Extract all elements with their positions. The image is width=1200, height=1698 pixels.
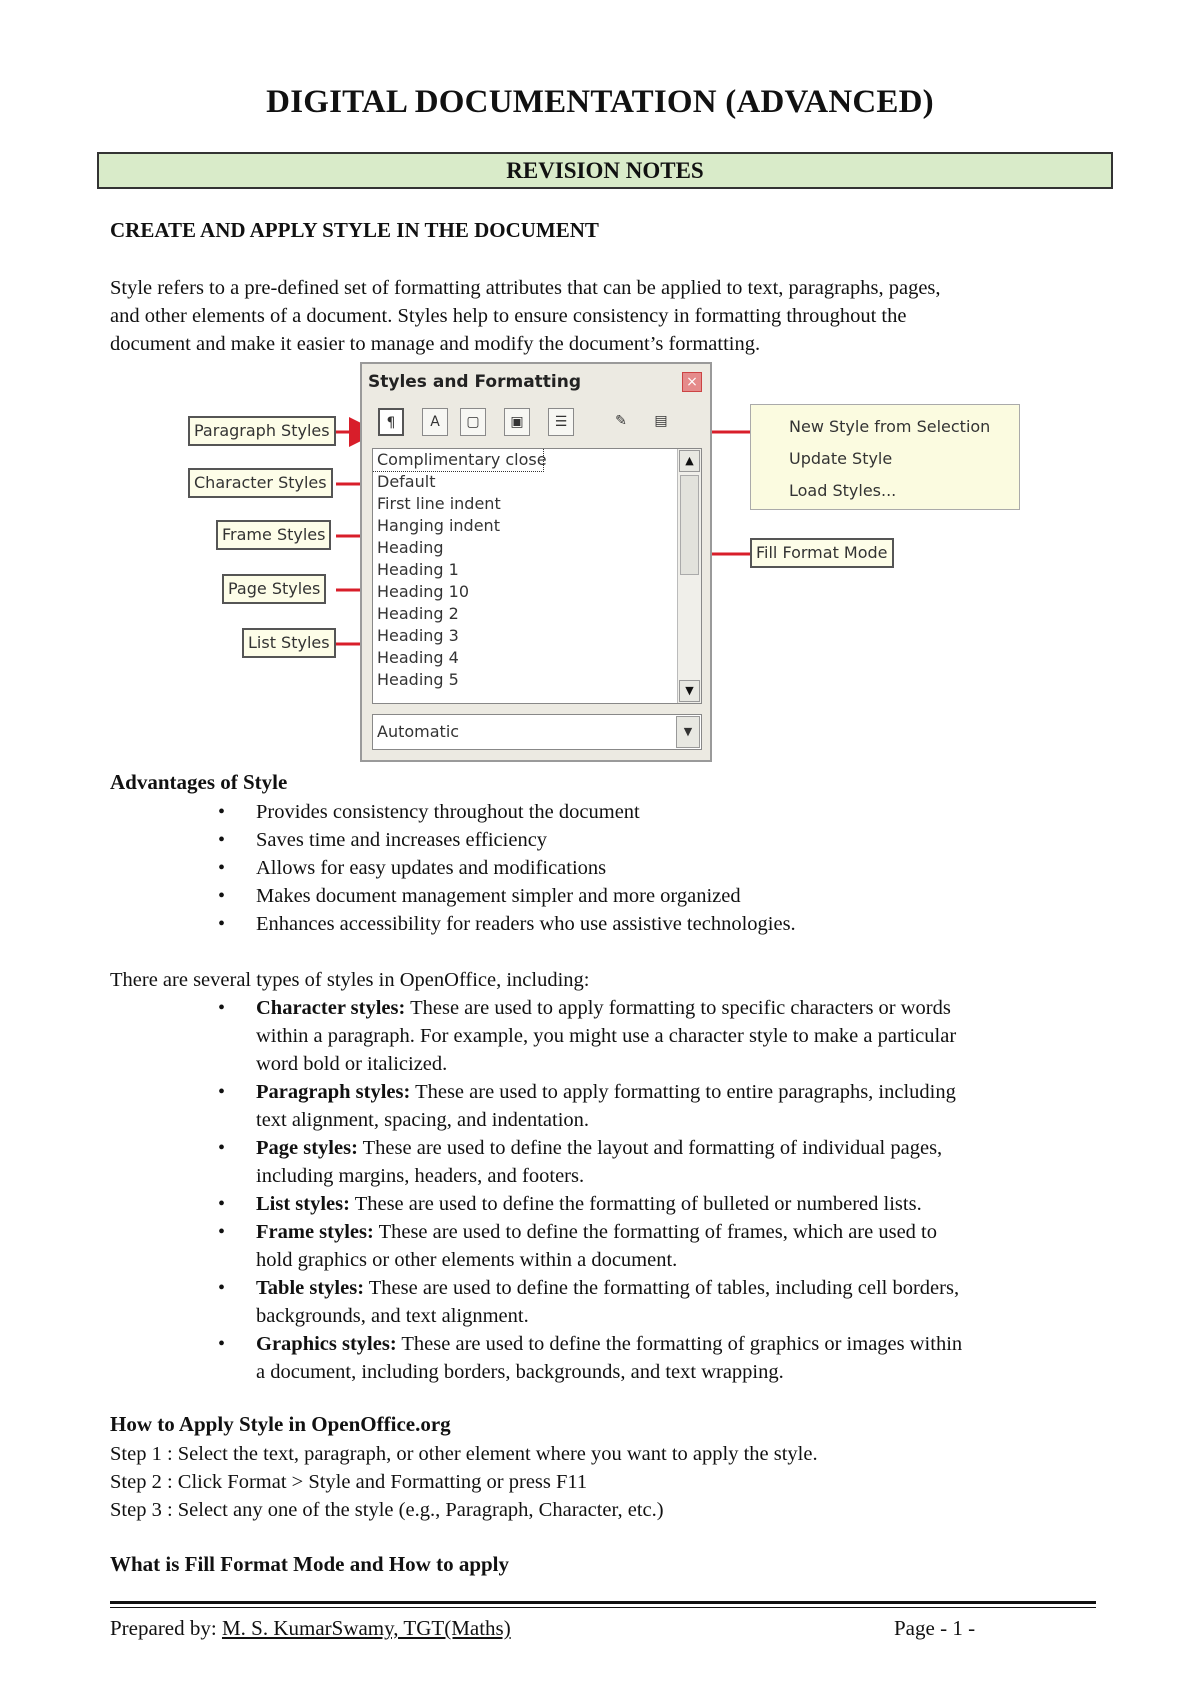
- advantages-list: [218, 798, 1098, 938]
- style-filter-value: Automatic: [377, 722, 460, 741]
- revision-notes-banner: REVISION NOTES: [97, 152, 1113, 189]
- term: Graphics styles:: [256, 1333, 397, 1355]
- list-item: • Graphics styles: These are used to define the formatting of graphics or images within a document, including borders, backgrounds, and text wrapping.: [218, 1330, 1098, 1386]
- step-2: Step 2 : Click Format > Style and Formatting or press F11: [110, 1471, 588, 1493]
- footer-prepared-by: Prepared by: M. S. KumarSwamy, TGT(Maths): [110, 1616, 511, 1640]
- frame-styles-button[interactable]: ▢: [460, 408, 486, 436]
- section-heading-create-style: CREATE AND APPLY STYLE IN THE DOCUMENT: [110, 218, 599, 242]
- scrollbar-thumb[interactable]: [680, 475, 699, 575]
- menu-item-update-style[interactable]: Update Style: [789, 449, 893, 468]
- term: Frame styles:: [256, 1221, 374, 1243]
- chevron-up-icon[interactable]: ▲: [679, 450, 700, 472]
- fill-format-mode-icon[interactable]: ✎: [615, 413, 627, 429]
- list-item[interactable]: Heading 4: [377, 648, 459, 667]
- document-title: DIGITAL DOCUMENTATION (ADVANCED): [266, 84, 934, 120]
- step-3: Step 3 : Select any one of the style (e.g., Paragraph, Character, etc.): [110, 1499, 664, 1521]
- intro-paragraph: [110, 274, 1110, 358]
- new-style-menu-icon[interactable]: ▤: [654, 413, 668, 429]
- list-item[interactable]: Heading 2: [377, 604, 459, 623]
- list-item[interactable]: Heading: [377, 538, 444, 557]
- label-frame-styles: Frame Styles: [216, 520, 331, 550]
- style-types-list: [218, 994, 1098, 1386]
- list-item[interactable]: Complimentary close: [373, 449, 543, 471]
- styles-formatting-figure: [180, 362, 1030, 764]
- list-item: • Makes document management simpler and more organized: [218, 882, 1098, 910]
- page-number: Page - 1 -: [894, 1616, 976, 1640]
- list-item[interactable]: Default: [377, 472, 436, 491]
- style-filter-select[interactable]: [372, 714, 702, 750]
- label-list-styles: List Styles: [242, 628, 336, 658]
- footer-divider: [110, 1607, 1096, 1608]
- list-item: • Enhances accessibility for readers who use assistive technologies.: [218, 910, 1098, 938]
- list-scrollbar[interactable]: [677, 449, 701, 703]
- list-item[interactable]: Hanging indent: [377, 516, 500, 535]
- new-style-menu: [750, 404, 1020, 510]
- menu-item-load-styles[interactable]: Load Styles...: [789, 481, 897, 500]
- list-item: • Table styles: These are used to define the formatting of tables, including cell borders, backgrounds, and text alignment.: [218, 1274, 1098, 1330]
- list-item: • Provides consistency throughout the document: [218, 798, 1098, 826]
- label-character-styles: Character Styles: [188, 468, 333, 498]
- list-item: • Frame styles: These are used to define the formatting of frames, which are used to hold graphics or other elements within a document.: [218, 1218, 1098, 1274]
- window-title: Styles and Formatting: [368, 372, 582, 392]
- character-styles-button[interactable]: A: [422, 408, 448, 436]
- list-item: • Saves time and increases efficiency: [218, 826, 1098, 854]
- list-item: • Paragraph styles: These are used to apply formatting to entire paragraphs, including text alignment, spacing, and indentation.: [218, 1078, 1098, 1134]
- step-1: Step 1 : Select the text, paragraph, or other element where you want to apply the style.: [110, 1443, 818, 1465]
- intro-line: Style refers to a pre-defined set of formatting attributes that can be applied to text, paragraphs, pages,: [110, 277, 941, 299]
- list-item[interactable]: Heading 3: [377, 626, 459, 645]
- label-page-styles: Page Styles: [222, 574, 326, 604]
- menu-item-new-style-from-selection[interactable]: New Style from Selection: [789, 417, 991, 436]
- intro-line: and other elements of a document. Styles help to ensure consistency in formatting throughout the: [110, 305, 907, 327]
- chevron-down-icon[interactable]: ▼: [676, 716, 700, 748]
- list-item[interactable]: Heading 1: [377, 560, 459, 579]
- list-item[interactable]: Heading 10: [377, 582, 470, 601]
- intro-line: document and make it easier to manage and modify the document’s formatting.: [110, 333, 761, 355]
- list-item: • Page styles: These are used to define the layout and formatting of individual pages, including margins, headers, and footers.: [218, 1134, 1098, 1190]
- howto-heading: How to Apply Style in OpenOffice.org: [110, 1412, 451, 1436]
- page-styles-button[interactable]: ▣: [504, 408, 530, 436]
- term: List styles:: [256, 1193, 350, 1215]
- styles-formatting-window: [360, 362, 712, 762]
- list-item[interactable]: Heading 5: [377, 670, 459, 689]
- chevron-down-icon[interactable]: ▼: [679, 680, 700, 702]
- term: Table styles:: [256, 1277, 365, 1299]
- close-icon[interactable]: ×: [682, 372, 702, 392]
- term: Character styles:: [256, 997, 406, 1019]
- types-intro: There are several types of styles in OpenOffice, including:: [110, 969, 590, 991]
- label-fill-format-mode: Fill Format Mode: [750, 538, 894, 568]
- paragraph-styles-button[interactable]: ¶: [378, 408, 404, 436]
- term: Page styles:: [256, 1137, 358, 1159]
- styles-list[interactable]: [372, 448, 702, 704]
- list-item: • Character styles: These are used to apply formatting to specific characters or words within a paragraph. For example, you might use a character style to make a particular word bold or italicized.: [218, 994, 1098, 1078]
- advantages-heading: Advantages of Style: [110, 770, 288, 794]
- footer-divider: [110, 1601, 1096, 1604]
- term: Paragraph styles:: [256, 1081, 411, 1103]
- list-item[interactable]: First line indent: [377, 494, 501, 513]
- list-item: • Allows for easy updates and modifications: [218, 854, 1098, 882]
- fill-format-heading: What is Fill Format Mode and How to apply: [110, 1552, 510, 1576]
- label-paragraph-styles: Paragraph Styles: [188, 416, 336, 446]
- author-name: M. S. KumarSwamy, TGT(Maths): [221, 1616, 511, 1640]
- list-item: • List styles: These are used to define the formatting of bulleted or numbered lists.: [218, 1190, 1098, 1218]
- list-styles-button[interactable]: ☰: [548, 408, 574, 436]
